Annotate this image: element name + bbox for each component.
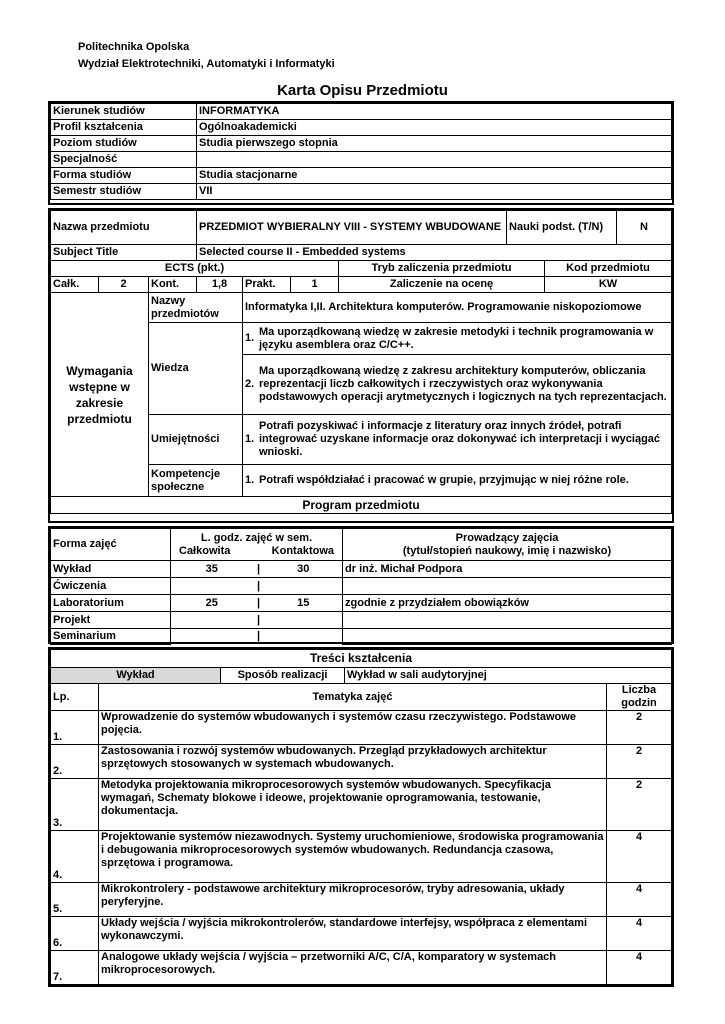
topic-hours: 4 (607, 831, 672, 883)
separator: | (253, 595, 265, 612)
teacher-header (343, 529, 672, 561)
content-title: Treści kształcenia (51, 650, 672, 668)
program-row (51, 561, 672, 578)
content-type: Wykład (51, 668, 221, 684)
ects-contact-value: 1,8 (197, 277, 243, 293)
item-text: Potrafi pozyskiwać i informacje z literatury oraz innych źródeł, potrafi integrować uzyskane informacje oraz dokonywać ich interpretacji i wyciągać wnioski. (259, 420, 661, 458)
row-number: 5. (51, 883, 99, 917)
topic-text: Mikrokontrolery - podstawowe architektury mikroprocesorów, tryby adresowania, układy peryferyjne. (99, 883, 607, 917)
separator: | (253, 578, 265, 595)
basic-sciences-label: Nauki podst. (T/N) (507, 211, 617, 245)
ects-contact-label: Kont. (149, 277, 197, 293)
teacher: dr inż. Michał Podpora (343, 561, 672, 578)
separator: | (253, 612, 265, 629)
row-number: 7. (51, 951, 99, 985)
course-name-label: Nazwa przedmiotu (51, 211, 197, 245)
program-row (51, 595, 672, 612)
study-row (51, 168, 672, 184)
university-name: Politechnika Opolska (78, 41, 190, 53)
contact-hours (265, 629, 343, 645)
subject-title-label: Subject Title (51, 245, 197, 261)
item-text: Ma uporządkowaną wiedzę z zakresu architektury komputerów, obliczania reprezentacji liczb całkowitych i rzeczywistych oraz wykonywania podstawowych operacji arytmetycznych i logicznych na tych reprezentacjach. (259, 365, 667, 403)
study-label: Forma studiów (51, 168, 197, 184)
study-value (197, 152, 672, 168)
row-number: 6. (51, 917, 99, 951)
row-number: 1. (51, 711, 99, 745)
method-value: Wykład w sali audytoryjnej (345, 668, 672, 684)
course-code-label: Kod przedmiotu (545, 261, 672, 277)
topic-text: Wprowadzenie do systemów wbudowanych i systemów czasu rzeczywistego. Podstawowe pojęcia. (99, 711, 607, 745)
topic-hours: 4 (607, 883, 672, 917)
item-text: Potrafi współdziałać i pracować w grupie, przyjmując w niej różne role. (259, 474, 629, 486)
form-name: Wykład (51, 561, 171, 578)
table-row (51, 745, 672, 779)
form-name: Projekt (51, 612, 171, 629)
separator: | (253, 629, 265, 645)
topic-hours: 4 (607, 951, 672, 985)
form-label: Forma zajęć (51, 529, 171, 561)
knowledge-item (243, 355, 672, 415)
course-code: KW (545, 277, 672, 293)
program-title: Program przedmiotu (51, 497, 672, 514)
item-number: 1. (245, 474, 255, 486)
study-label: Semestr studiów (51, 184, 197, 200)
table-row (51, 883, 672, 917)
faculty-name: Wydział Elektrotechniki, Automatyki i Informatyki (78, 58, 335, 70)
study-value: VII (197, 184, 672, 200)
skills-label: Umiejętności (149, 415, 243, 465)
table-row (51, 917, 672, 951)
ects-label: ECTS (pkt.) (51, 261, 339, 277)
assessment-mode: Zaliczenie na ocenę (339, 277, 545, 293)
teacher-sublabel: (tytuł/stopień naukowy, imię i nazwisko) (402, 544, 612, 557)
topic-hours: 4 (607, 917, 672, 951)
lp-label: Lp. (51, 684, 99, 711)
teacher-label: Prowadzący zajęcia (455, 531, 559, 544)
program-block (48, 526, 674, 644)
hours-header (171, 529, 343, 561)
contact-hours (265, 612, 343, 629)
study-value: Studia pierwszego stopnia (197, 136, 672, 152)
teacher (343, 629, 672, 645)
knowledge-label: Wiedza (149, 323, 243, 415)
course-block (48, 208, 674, 523)
form-name: Ćwiczenia (51, 578, 171, 595)
basic-sciences-value: N (617, 211, 672, 245)
subject-title: Selected course II - Embedded systems (197, 245, 672, 261)
prerequisites-label: Wymagania wstępne w zakresie przedmiotu (51, 293, 149, 497)
item-number: 1. (245, 332, 255, 344)
course-name: PRZEDMIOT WYBIERALNY VIII - SYSTEMY WBUDOWANE (197, 211, 507, 245)
row-number: 3. (51, 779, 99, 831)
table-row (51, 951, 672, 985)
study-row (51, 120, 672, 136)
topic-text: Zastosowania i rozwój systemów wbudowanych. Przegląd przykładowych architektur sprzętowych stosowanych w systemach wbudowanych. (99, 745, 607, 779)
study-row (51, 136, 672, 152)
ects-total-label: Całk. (51, 277, 99, 293)
item-number: 2. (245, 378, 255, 390)
study-label: Profil kształcenia (51, 120, 197, 136)
hours-label: L. godz. zajęć w sem. (200, 531, 313, 544)
table-row (51, 711, 672, 745)
row-number: 2. (51, 745, 99, 779)
teacher (343, 578, 672, 595)
topic-hours: 2 (607, 779, 672, 831)
hours-count-label: Liczba godzin (607, 684, 672, 711)
study-row (51, 184, 672, 200)
total-hours: 25 (171, 595, 253, 612)
table-row (51, 831, 672, 883)
total-hours (171, 629, 253, 645)
contact-hours-label: Kontaktowa (271, 544, 335, 557)
total-hours: 35 (205, 562, 218, 575)
form-name: Seminarium (51, 629, 171, 645)
row-number: 4. (51, 831, 99, 883)
study-row (51, 104, 672, 120)
topic-text: Projektowanie systemów niezawodnych. Systemy uruchomieniowe, środowiska programowania i debugowania mikroprocesorowych systemów wbudowanych. Redundancja czasowa, sprzętowa i programowa. (99, 831, 607, 883)
topic-label: Tematyka zajęć (99, 684, 607, 711)
topic-text: Metodyka projektowania mikroprocesorowych systemów wbudowanych. Specyfikacja wymagań, Schematy blokowe i ideowe, projektowanie oprogramowania, testowanie, dokumentacja. (99, 779, 607, 831)
program-row (51, 612, 672, 629)
topic-text: Układy wejścia / wyjścia mikrokontrolerów, standardowe interfejsy, współpraca z elementami wykonawczymi. (99, 917, 607, 951)
total-hours (171, 578, 253, 595)
contact-hours (265, 578, 343, 595)
page-title: Karta Opisu Przedmiotu (277, 82, 448, 99)
ects-total-value: 2 (99, 277, 149, 293)
topic-text: Analogowe układy wejścia / wyjścia – przetworniki A/C, C/A, komparatory w systemach mikroprocesorowych. (99, 951, 607, 985)
study-value: Studia stacjonarne (197, 168, 672, 184)
item-number: 1. (245, 433, 255, 445)
method-label: Sposób realizacji (221, 668, 345, 684)
topic-hours: 2 (607, 711, 672, 745)
item-text: Ma uporządkowaną wiedzę w zakresie metodyki i technik programowania w języku asemblera oraz C/C++. (259, 325, 654, 351)
knowledge-item (243, 323, 672, 355)
study-value: INFORMATYKA (197, 104, 672, 120)
teacher: zgodnie z przydziałem obowiązków (343, 595, 672, 612)
teacher (343, 612, 672, 629)
program-row (51, 629, 672, 645)
assessment-mode-label: Tryb zaliczenia przedmiotu (339, 261, 545, 277)
topic-hours: 2 (607, 745, 672, 779)
study-row (51, 152, 672, 168)
social-competences-label: Kompetencje społeczne (149, 465, 243, 497)
study-info-block (48, 101, 674, 205)
total-hours (171, 612, 253, 629)
ects-practical-value: 1 (291, 277, 339, 293)
content-block (48, 647, 674, 987)
contact-hours: 30 (265, 561, 343, 578)
separator: | (256, 562, 261, 575)
social-item (243, 465, 672, 497)
study-value: Ogólnoakademicki (197, 120, 672, 136)
contact-hours: 15 (265, 595, 343, 612)
form-name: Laboratorium (51, 595, 171, 612)
table-row (51, 779, 672, 831)
total-hours-label: Całkowita (179, 544, 231, 557)
prereq-courses-label: Nazwy przedmiotów (149, 293, 243, 323)
ects-practical-label: Prakt. (243, 277, 291, 293)
program-row (51, 578, 672, 595)
study-label: Poziom studiów (51, 136, 197, 152)
study-label: Specjalność (51, 152, 197, 168)
skills-item (243, 415, 672, 465)
prereq-courses: Informatyka I,II. Architektura komputerów. Programowanie niskopoziomowe (243, 293, 672, 323)
study-label: Kierunek studiów (51, 104, 197, 120)
